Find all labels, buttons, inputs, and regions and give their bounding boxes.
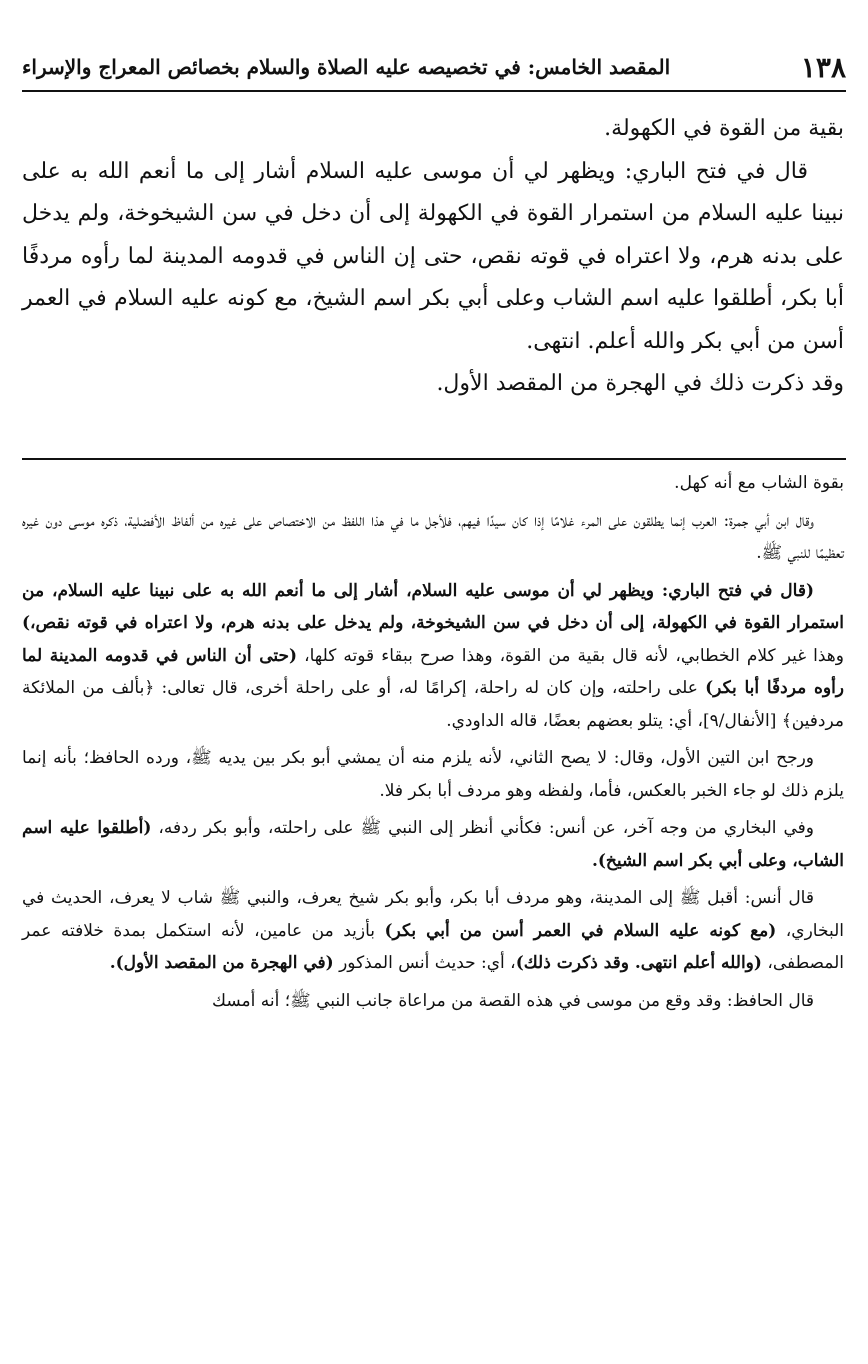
main-paragraph: وقد ذكرت ذلك في الهجرة من المقصد الأول.	[436, 371, 844, 396]
main-paragraph: قال في فتح الباري: ويظهر لي أن موسى عليه السلام أشار إلى ما أنعم الله به على نبينا عليه السلام من استمرار القوة في الكهولة إلى أن دخل في سن الشيخوخة، ولم يدخل على بدنه هرم، ولا اعتراه في قوته نقص، حتى إن الناس في قدومه المدينة لما رأوه مردفًا أبا بكر، أطلقوا عليه اسم الشاب وعلى أبي بكر اسم الشيخ، مع كونه عليه السلام في العمر أسن من أبي بكر والله أعلم. انتهى.	[22, 158, 844, 354]
commentary-text: وهذا غير كلام الخطابي، لأنه قال بقية من القوة، وهذا صرح ببقاء قوته كلها،	[297, 645, 844, 666]
running-title: المقصد الخامس: في تخصيصه عليه الصلاة والسلام بخصائص المعراج والإسراء	[22, 55, 671, 79]
quoted-text: (والله أعلم انتهى. وقد ذكرت ذلك)	[515, 953, 762, 973]
commentary-text: وفي البخاري من وجه آخر، عن أنس: فكأني أنظر إلى النبي ﷺ على راحلته، وأبو بكر ردفه،	[151, 818, 814, 838]
main-paragraph: بقية من القوة في الكهولة.	[604, 116, 844, 141]
commentary-text: ، أي: حديث أنس المذكور	[333, 953, 516, 973]
commentary-paragraph: بقوة الشاب مع أنه كهل.	[674, 473, 844, 493]
commentary-paragraph: وقال ابن أبي جمرة: العرب إنما يطلقون على المرء غلامًا إذا كان سيدًا فيهم، فلأجل ما في هذا اللفظ من الاختصاص على غيره من ألفاظ الأفضلية، ذكره موسى دون غيره تعظيمًا للنبي ﷺ.	[22, 510, 844, 563]
page-header	[22, 44, 846, 92]
quoted-text: (حتى أن الناس في قدومه المدينة لما رأوه مردفًا أبا بكر)	[22, 645, 845, 698]
page-number: ١٣٨	[800, 50, 846, 84]
main-text	[22, 108, 844, 406]
commentary-text: على راحلته، وإن كان له راحلة، إكرامًا له، أو على راحلة أخرى، قال تعالى: ﴿بألف من الملائكة مردفين﴾ [الأنفال/٩]، أي: يتلو بعضهم بعضًا، قاله الداودي.	[22, 678, 844, 731]
commentary-paragraph	[22, 812, 844, 877]
quoted-text: (في الهجرة من المقصد الأول).	[109, 953, 334, 973]
commentary-paragraph: قال الحافظ: وقد وقع من موسى في هذه القصة من مراعاة جانب النبي ﷺ؛ أنه أمسك	[212, 990, 814, 1011]
commentary	[22, 467, 844, 1022]
commentary-paragraph	[22, 882, 844, 980]
quoted-text: (أطلقوا عليه اسم الشاب، وعلى أبي بكر اسم الشيخ).	[22, 818, 844, 871]
commentary-text: قال أنس: أقبل ﷺ إلى المدينة، وهو مردف أبا بكر، وأبو بكر شيخ يعرف، والنبي ﷺ شاب لا يعرف، الحديث في البخاري،	[22, 888, 844, 941]
commentary-paragraph: ورجح ابن التين الأول، وقال: لا يصح الثاني، لأنه يلزم منه أن يمشي أبو بكر بين يديه ﷺ، ورده الحافظ؛ بأنه إنما يلزم ذلك لو جاء الخبر بالعكس، فأما، ولفظه وهو مردف أبا بكر فلا.	[22, 748, 844, 801]
footnote-divider	[22, 458, 846, 460]
commentary-paragraph	[22, 575, 844, 738]
quoted-text: (مع كونه عليه السلام في العمر أسن من أبي بكر)	[384, 920, 777, 941]
commentary-text: بأزيد من عامين، لأنه استكمل بمدة خلافته عمر المصطفى،	[22, 920, 844, 973]
quoted-text: (قال في فتح الباري: ويظهر لي أن موسى عليه السلام، أشار إلى ما أنعم الله به على نبينا عليه السلام، من استمرار القوة في الكهولة، إلى أن دخل في سن الشيخوخة، ولم يدخل على بدنه هرم، ولا اعتراه في قوته نقص،)	[22, 580, 844, 633]
